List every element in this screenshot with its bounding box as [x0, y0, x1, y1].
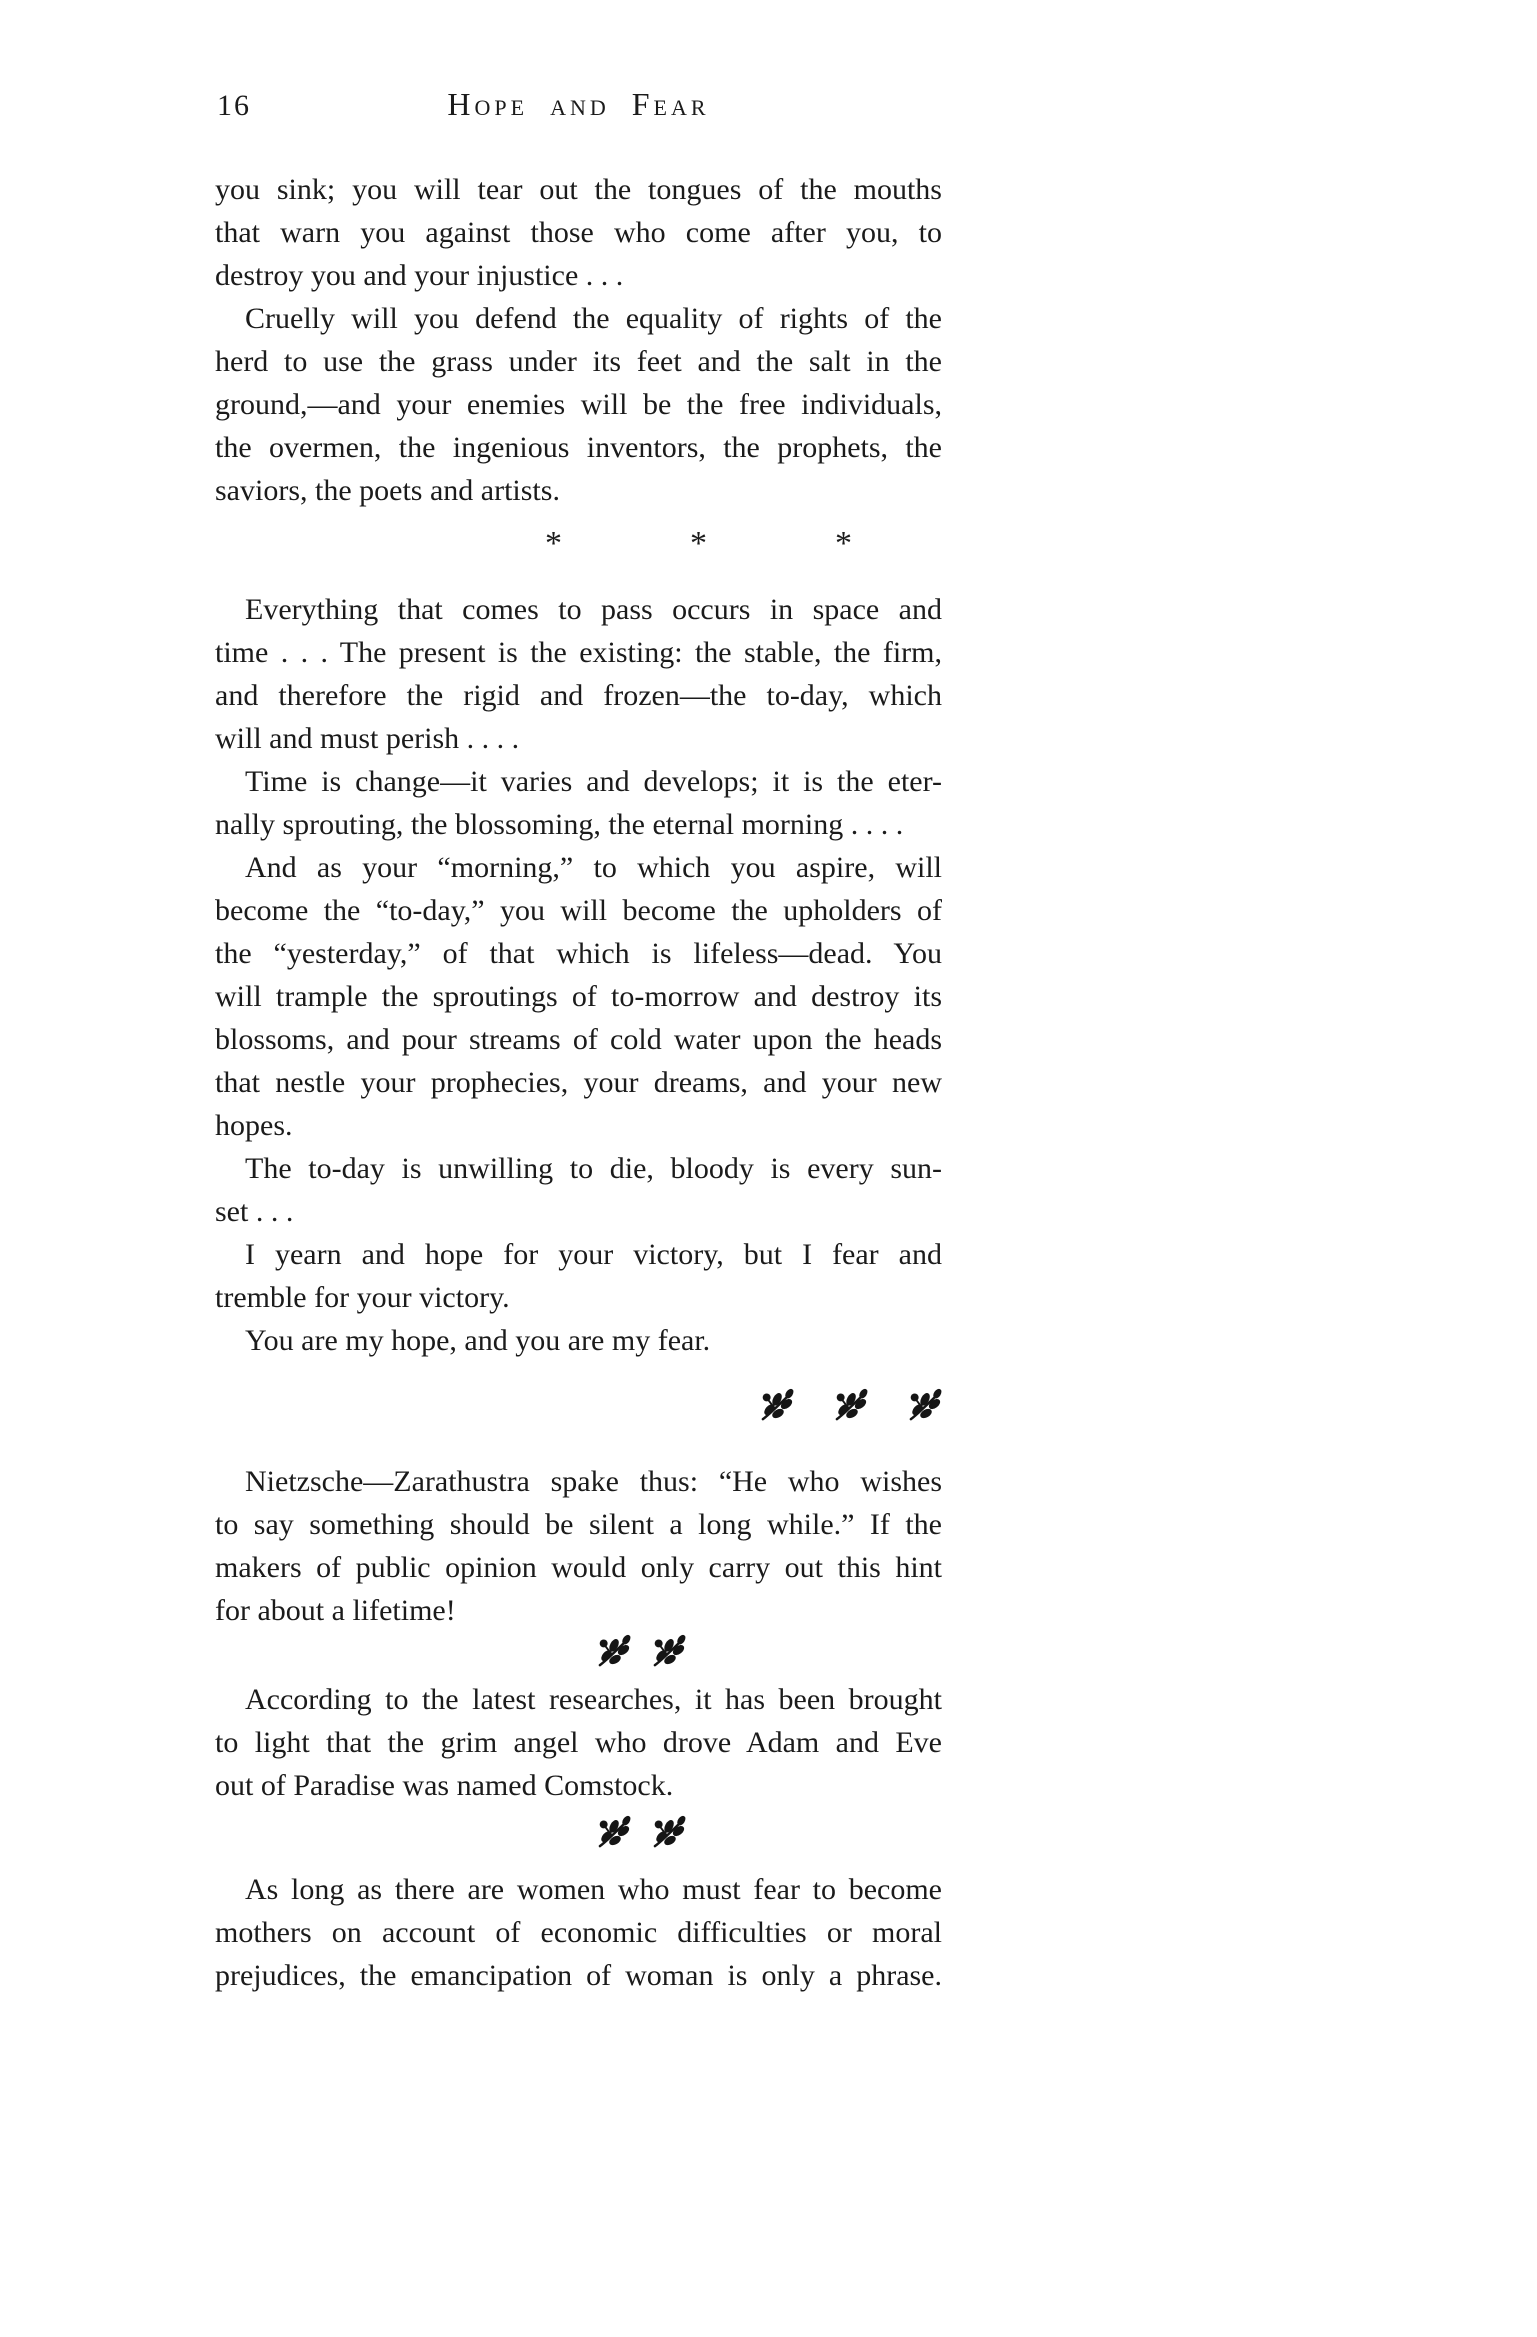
text-line: destroy you and your injustice . . . — [215, 259, 624, 292]
text-line: to say something should be silent a long while.” If the — [215, 1508, 942, 1541]
text-line: hopes. — [215, 1109, 293, 1142]
text-line: ground,—and your enemies will be the free individuals, — [215, 388, 942, 421]
text-line: tremble for your victory. — [215, 1281, 510, 1314]
text-line: blossoms, and pour streams of cold water upon the heads — [215, 1023, 942, 1056]
text-line: Time is change—it varies and develops; it is the eter- — [245, 765, 942, 798]
text-line: And as your “morning,” to which you aspire, will — [245, 851, 942, 884]
page-number: 16 — [217, 89, 251, 122]
text-line: saviors, the poets and artists. — [215, 474, 560, 507]
text-line: and therefore the rigid and frozen—the to-day, which — [215, 679, 942, 712]
paragraph — [215, 1319, 942, 1362]
paragraph — [215, 1678, 942, 1807]
text-line: to light that the grim angel who drove Adam and Eve — [215, 1726, 942, 1759]
text-line: out of Paradise was named Comstock. — [215, 1769, 674, 1802]
text-line: set . . . — [215, 1195, 294, 1228]
text-line: time . . . The present is the existing: the stable, the firm, — [215, 636, 942, 669]
asterisk-icon: * — [835, 525, 852, 562]
text-line: become the “to-day,” you will become the upholders of — [215, 894, 942, 927]
text-line: nally sprouting, the blossoming, the eternal morning . . . . — [215, 808, 904, 841]
text-line: The to-day is unwilling to die, bloody is every sun- — [245, 1152, 942, 1185]
text-line: will and must perish . . . . — [215, 722, 520, 755]
text-line: Cruelly will you defend the equality of rights of the — [245, 302, 942, 335]
text-line: As long as there are women who must fear to become — [245, 1873, 942, 1906]
text-line: According to the latest researches, it has been brought — [245, 1683, 942, 1716]
leaf-sprig-icon — [908, 1388, 944, 1422]
paragraph — [215, 588, 942, 760]
leaf-sprig-icon — [597, 1815, 633, 1849]
paragraph — [215, 1868, 942, 1997]
leaf-sprig-icon — [652, 1634, 688, 1668]
text-line: Everything that comes to pass occurs in space and — [245, 593, 942, 626]
sprig-separator — [215, 1815, 942, 1849]
paragraph — [215, 1460, 942, 1632]
text-line: makers of public opinion would only carry out this hint — [215, 1551, 942, 1584]
text-line: will trample the sproutings of to-morrow and destroy its — [215, 980, 942, 1013]
text-line: for about a lifetime! — [215, 1594, 456, 1627]
asterisk-icon: * — [690, 525, 707, 562]
leaf-sprig-icon — [834, 1388, 870, 1422]
sprig-separator — [215, 1388, 942, 1422]
leaf-sprig-icon — [597, 1634, 633, 1668]
paragraph — [215, 846, 942, 1147]
text-line: herd to use the grass under its feet and the salt in the — [215, 345, 942, 378]
paragraph — [215, 297, 942, 512]
sprig-separator — [215, 1634, 942, 1668]
text-line: the overmen, the ingenious inventors, the prophets, the — [215, 431, 942, 464]
text-line: I yearn and hope for your victory, but I fear and — [245, 1238, 942, 1271]
text-line: Nietzsche—Zarathustra spake thus: “He who wishes — [245, 1465, 942, 1498]
text-line: mothers on account of economic difficulties or moral — [215, 1916, 942, 1949]
leaf-sprig-icon — [652, 1815, 688, 1849]
text-line: You are my hope, and you are my fear. — [245, 1324, 711, 1357]
leaf-sprig-icon — [760, 1388, 796, 1422]
asterisk-icon: * — [545, 525, 562, 562]
text-line: the “yesterday,” of that which is lifeless—dead. You — [215, 937, 942, 970]
paragraph — [215, 1233, 942, 1319]
text-line: that nestle your prophecies, your dreams, and your new — [215, 1066, 942, 1099]
asterisk-separator — [335, 522, 1062, 565]
text-line: prejudices, the emancipation of woman is only a phrase. — [215, 1959, 942, 1992]
page-header — [215, 86, 942, 130]
paragraph — [215, 168, 942, 297]
text-line: that warn you against those who come after you, to — [215, 216, 942, 249]
paragraph — [215, 760, 942, 846]
page-body — [215, 168, 942, 1997]
text-line: you sink; you will tear out the tongues of the mouths — [215, 173, 942, 206]
running-title: Hope and Fear — [447, 86, 710, 122]
paragraph — [215, 1147, 942, 1233]
